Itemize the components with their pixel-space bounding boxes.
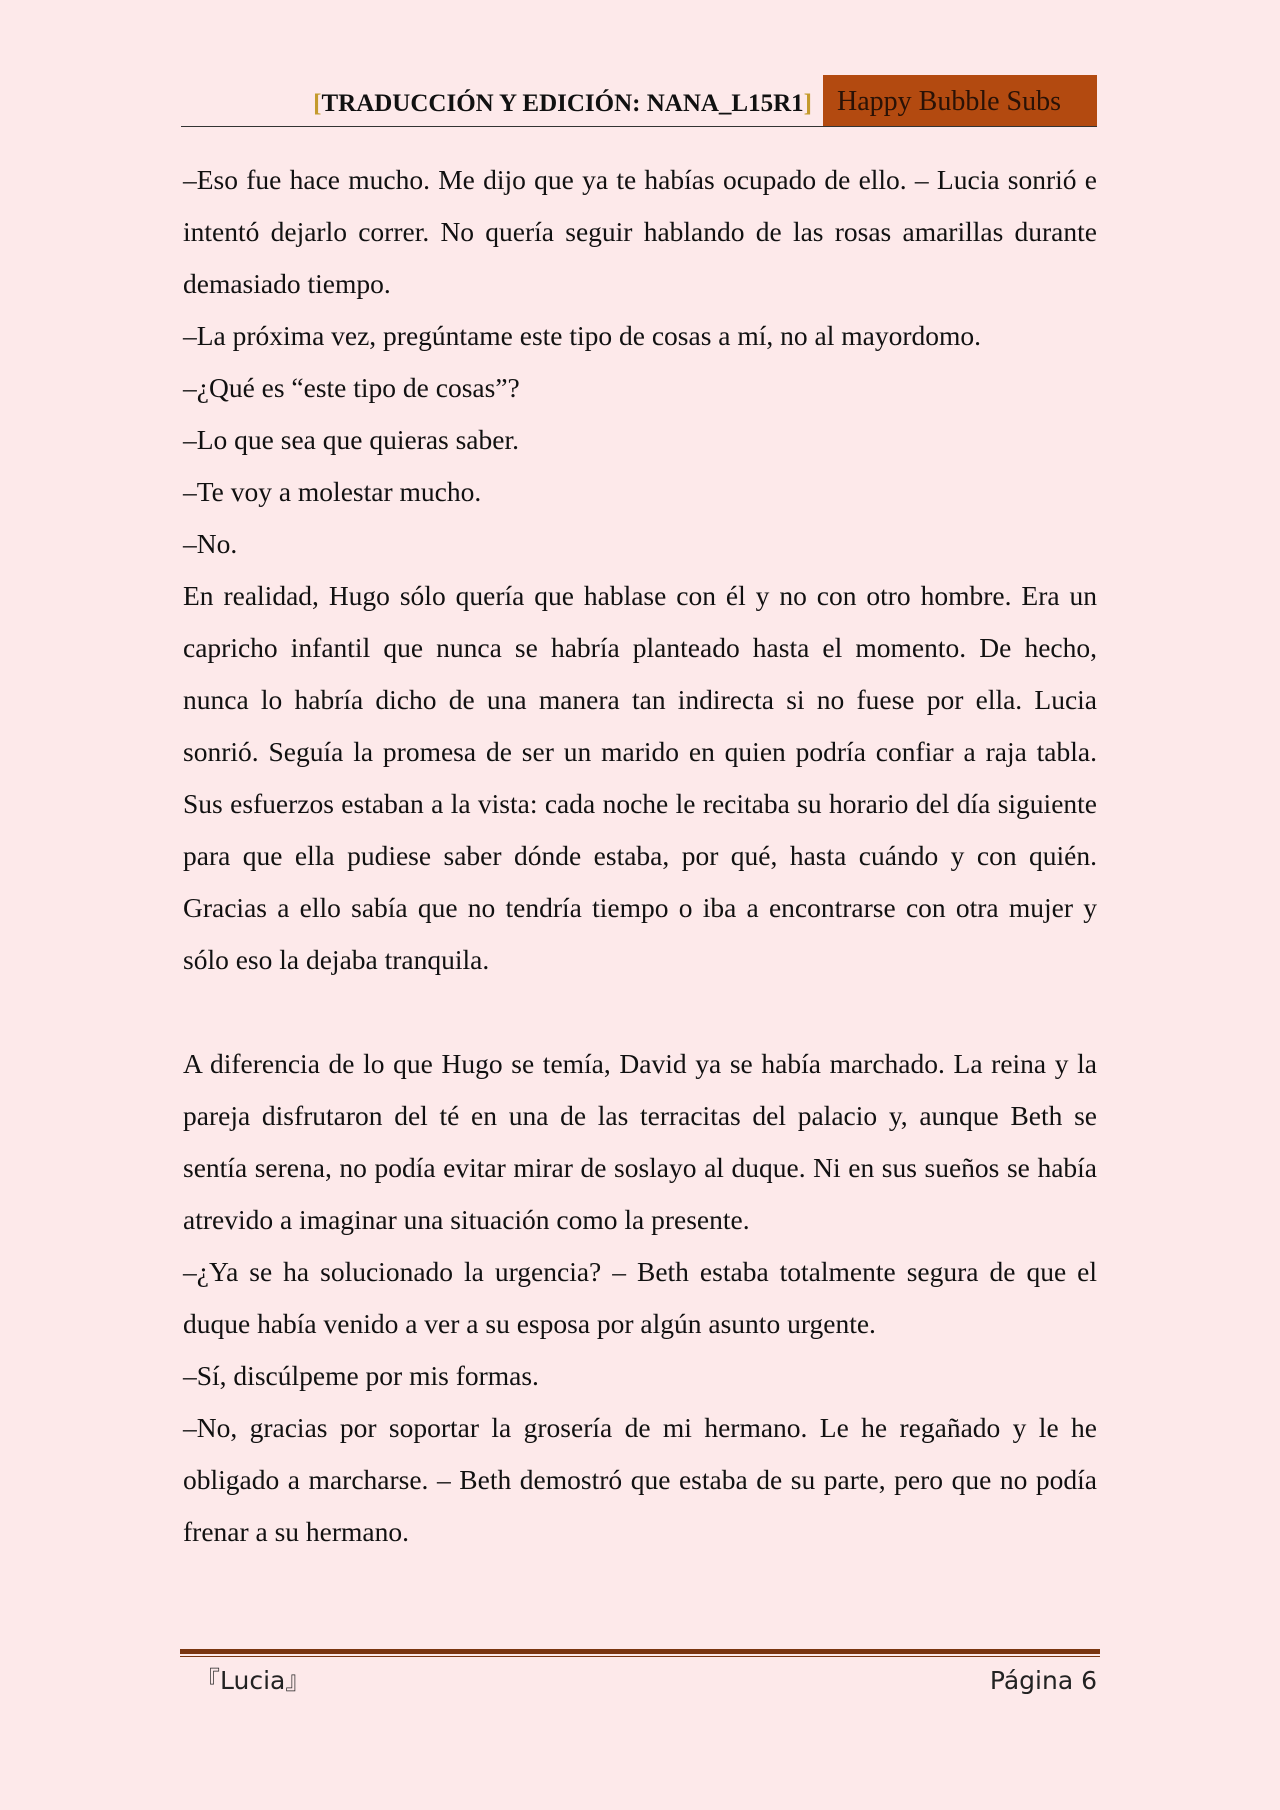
paragraph: –Eso fue hace mucho. Me dijo que ya te habías ocupado de ello. – Lucia sonrió e intentó dejarlo correr. No quería seguir hablando de las rosas amarillas durante demasiado tiempo. [183,164,1097,299]
paragraph: –La próxima vez, pregúntame este tipo de cosas a mí, no al mayordomo. [183,320,982,351]
paragraph: –Lo que sea que quieras saber. [183,424,519,455]
footer-rule-thin [180,1656,1100,1657]
bracket-open: [ [313,90,322,117]
page-body [183,154,1097,1558]
paragraph: A diferencia de lo que Hugo se temía, David ya se había marchado. La reina y la pareja disfrutaron del té en una de las terracitas del palacio y, aunque Beth se sentía serena, no podía evitar mirar de soslayo al duque. Ni en sus sueños se había atrevido a imaginar una situación como la presente. [183,1048,1097,1235]
paragraph: –Te voy a molestar mucho. [183,476,482,507]
page-header [181,75,1097,127]
bracket-close: ] [803,90,812,117]
book-title: 『Lucia』 [195,1666,311,1695]
translation-credit [313,75,812,127]
translation-credit-text: TRADUCCIÓN Y EDICIÓN: NANA_L15R1 [321,90,804,117]
paragraph: –No, gracias por soportar la grosería de mi hermano. Le he regañado y le he obligado a marcharse. – Beth demostró que estaba de su parte, pero que no podía frenar a su hermano. [183,1412,1097,1547]
header-rule [181,126,1097,127]
paragraph: –Sí, discúlpeme por mis formas. [183,1360,539,1391]
paragraph: –¿Ya se ha solucionado la urgencia? – Beth estaba totalmente segura de que el duque había venido a ver a su esposa por algún asunto urgente. [183,1256,1097,1339]
paragraph-spacer [183,986,1097,1038]
paragraph: –No. [183,528,238,559]
page-number: Página 6 [989,1666,1097,1695]
paragraph: –¿Qué es “este tipo de cosas”? [183,372,520,403]
footer-rule-thick [180,1649,1100,1654]
paragraph: En realidad, Hugo sólo quería que hablase con él y no con otro hombre. Era un capricho infantil que nunca se habría planteado hasta el momento. De hecho, nunca lo habría dicho de una manera tan indirecta si no fuese por ella. Lucia sonrió. Seguía la promesa de ser un marido en quien podría confiar a raja tabla. Sus esfuerzos estaban a la vista: cada noche le recitaba su horario del día siguiente para que ella pudiese saber dónde estaba, por qué, hasta cuándo y con quién. Gracias a ello sabía que no tendría tiempo o iba a encontrarse con otra mujer y sólo eso la dejaba tranquila. [183,580,1097,975]
group-name-badge: Happy Bubble Subs [823,75,1097,126]
